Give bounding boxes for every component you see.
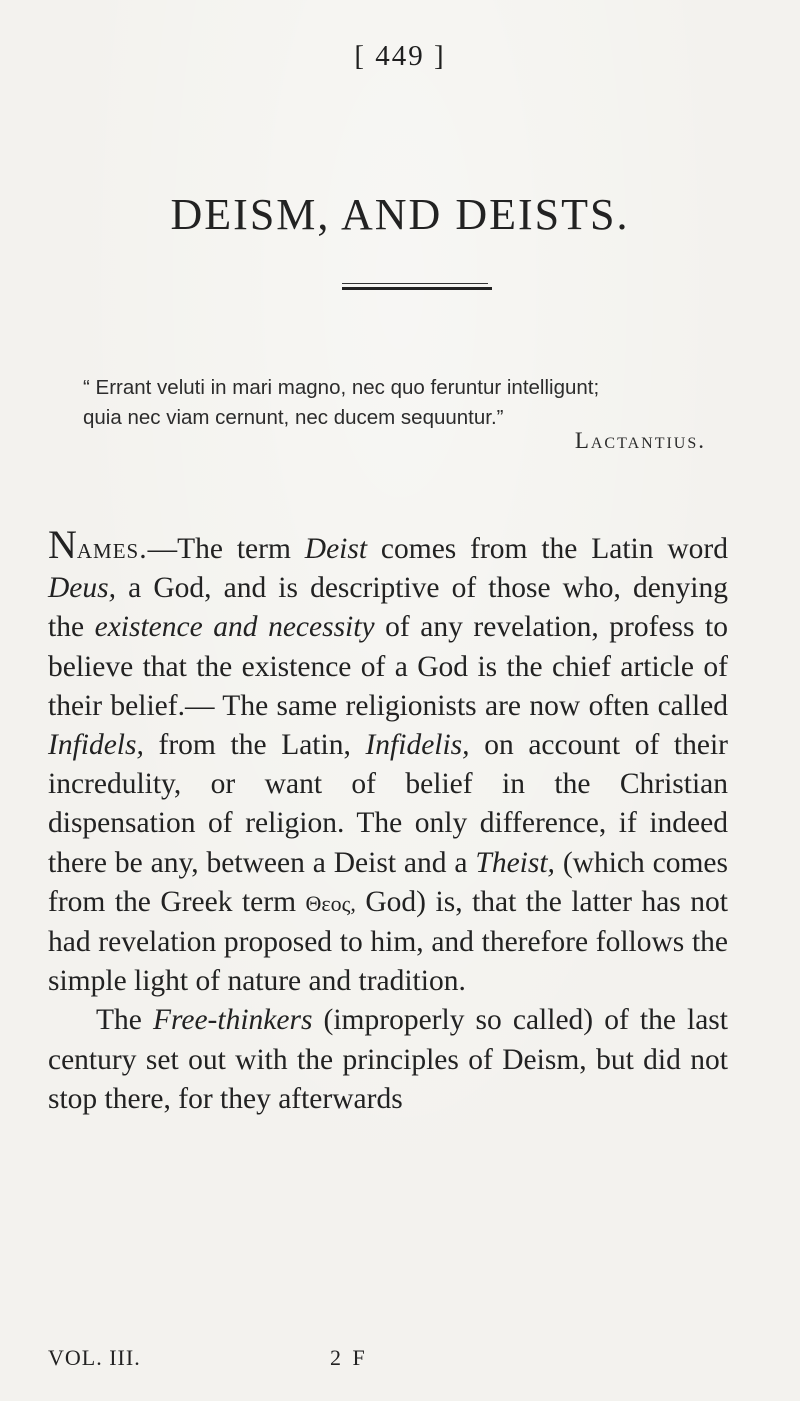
text-run: —The term [147, 533, 305, 565]
text-run: comes from the Latin word [367, 533, 728, 565]
page-number: [ 449 ] [354, 40, 446, 72]
text-run: (which comes from the Greek term [48, 846, 729, 918]
italic-term: Infidelis, [365, 729, 470, 762]
title-rule-thick [342, 287, 492, 290]
lead-word: ames. [76, 533, 148, 565]
text-run: (improperly so called) of the last century set out with the principles of Deism, but did not stop there, for they afterwards [48, 1004, 728, 1115]
drop-cap: N [48, 522, 77, 567]
italic-term: Deist [304, 533, 368, 565]
greek-term: Θεος, [305, 890, 356, 916]
epigraph [83, 373, 703, 433]
text-run: of any revelation, profess to believe that the existence of a God is the chief article of their belief.— The same religionists are now often called [48, 611, 728, 722]
signature-mark: 2 F [330, 1345, 368, 1370]
volume-label: VOL. III. [48, 1345, 141, 1370]
epigraph-line-1: “ Errant veluti in mari magno, nec quo feruntur intelligunt; [83, 376, 600, 399]
paragraph-2 [48, 1001, 728, 1119]
text-run: on account of their incredulity, or want of belief in the Christian dispensation of religion. The only difference, if indeed there be any, between a Deist and a [48, 729, 728, 879]
italic-term: Deus, [48, 572, 117, 605]
epigraph-line-2: quia nec viam cernunt, nec ducem sequuntur.” [83, 406, 504, 429]
text-run: God) is, that the latter has not had revelation proposed to him, and therefore follows the simple light of nature and tradition. [48, 885, 728, 998]
epigraph-attribution: Lactantius. [574, 428, 706, 453]
italic-term: Theist, [475, 846, 555, 879]
page-footer [48, 1345, 668, 1371]
paragraph-1 [48, 522, 729, 1001]
italic-term: existence and necessity [94, 611, 375, 644]
text-run: a God, and is descriptive of those who, denying the [48, 572, 728, 644]
body-text [48, 522, 729, 1119]
chapter-title: DEISM, AND DEISTS. [170, 190, 630, 240]
text-run: from the Latin, [143, 729, 366, 762]
italic-term: Free-thinkers [152, 1004, 313, 1037]
text-run: The [96, 1004, 153, 1037]
title-rule-thin [342, 283, 488, 284]
italic-term: Infidels, [48, 729, 144, 762]
